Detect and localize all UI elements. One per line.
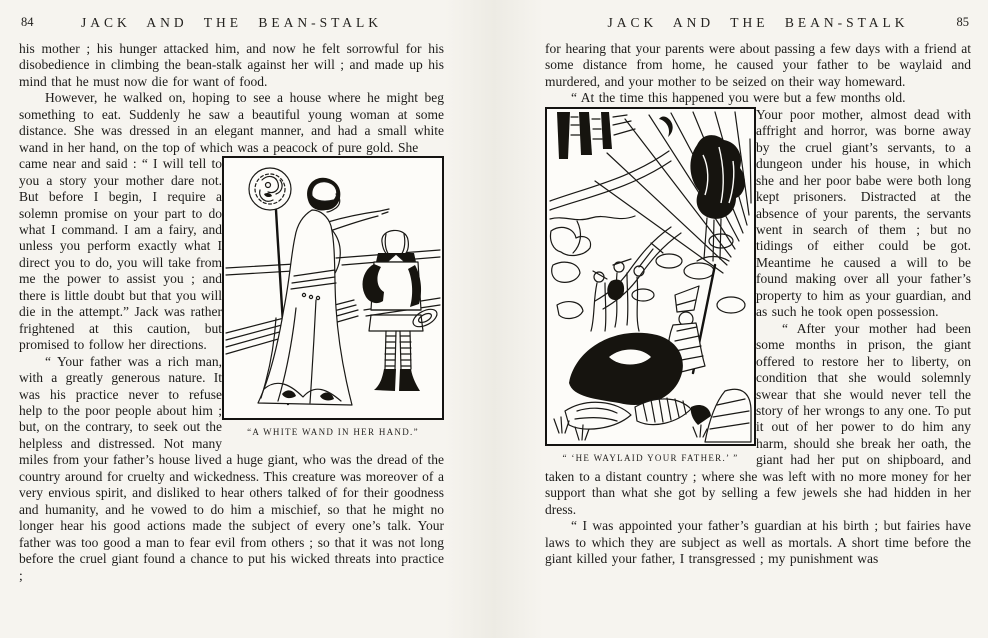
paragraph: “ I was appointed your father’s guardian at his birth ; but fairies have laws to which they are subject as well as mortals. A short time before the giant killed your father, I transgressed ; my punishment was: [545, 518, 971, 567]
fairy-figure: [222, 156, 444, 438]
paragraph: his mother ; his hunger attacked him, and now he felt sorrowful for his disobedience in climbing the bean-stalk against her will ; and made up his mind that he must now die for want of food.: [19, 41, 444, 89]
figure-caption: “A WHITE WAND IN HER HAND.”: [247, 427, 419, 438]
running-head: JACK AND THE BEAN-STALK: [607, 15, 909, 30]
paragraph: However, he walked on, hoping to see a house where he might beg something to eat. Suddenly he saw a beautiful young woman at some distance. She was dressed in an elegant manner, and had a small white wand in her hand, on the top of which was a peacock of pure gold. She: [19, 90, 444, 155]
paragraph: came near and said : “ I will tell to you a story your mother dare not. But before I begin, I require a solemn promise on your part to do what I command. I am a fairy, and unless you perform exactly what I direct you to do, you will take from me the power to assist you ; and there is little doubt but that you will die in the attempt.” Jack was rather frightened at this caution, but promised to follow her directions.: [19, 156, 222, 353]
page-85: [494, 0, 988, 638]
page-number: 84: [21, 15, 34, 29]
running-head: JACK AND THE BEAN-STALK: [80, 15, 383, 30]
fairy-and-jack-drawing: [224, 158, 442, 418]
page-number: 85: [956, 15, 969, 29]
paragraph: “ After your mother had been some months in prison, the giant offered to restore her to liberty, on condition that she would solemnly swear that she would never tell the story of her wrongs to any one. To put it out of her power to do him any harm, should she break her oath, the giant had her put on shipboard, and taken to a distant country ; where she was left with no more money for her support than what she got by selling a few jewels she had hidden in her dress.: [545, 320, 971, 517]
paragraph: “ At the time this happened you were but a few months old.: [571, 90, 906, 106]
page-header-right: [545, 10, 971, 41]
page-header-left: [19, 10, 444, 41]
ambush-figure: [545, 107, 756, 464]
paragraph: Your poor mother, almost dead with affright and horror, was borne away by the cruel giant’s servants, to a dungeon under his house, in which she and her poor babe were both long kept prisoners. Distracted at the absence of your parents, the servants went in search of them ; but no tidings of either could be got. Meantime he caused a will to be found making over all your father’s property to him as your guardian, and as such he took open possession.: [756, 106, 971, 320]
fairy-illustration: [222, 156, 444, 420]
figure-caption: “ ‘HE WAYLAID YOUR FATHER.’ ”: [562, 452, 739, 463]
ambush-illustration: [545, 107, 756, 446]
waylaid-father-drawing: [547, 109, 754, 444]
paragraph: “ Your father was a rich man, with a greatly generous nature. It was his practice never to refuse help to the poor people about him ; but, on the contrary, to seek out the helpless and distressed. Not many miles from your father’s house lived a huge giant, who was the dread of the country around for cruelty and wickedness. This creature was moreover of a very envious spirit, and disliked to hear others talked of for their goodness and humanity, and he vowed to do him a mischief, so that he might no longer hear his good actions made the subject of every one’s talk. Your father was too good a man to fear evil from others ; so that it was not long before the cruel giant found a chance to put his wicked threats into practice ;: [19, 353, 444, 583]
paragraph: for hearing that your parents were about passing a few days with a friend at some distance from home, he caused your father to be waylaid and murdered, and your mother to be seized on their way homeward.: [545, 41, 971, 89]
